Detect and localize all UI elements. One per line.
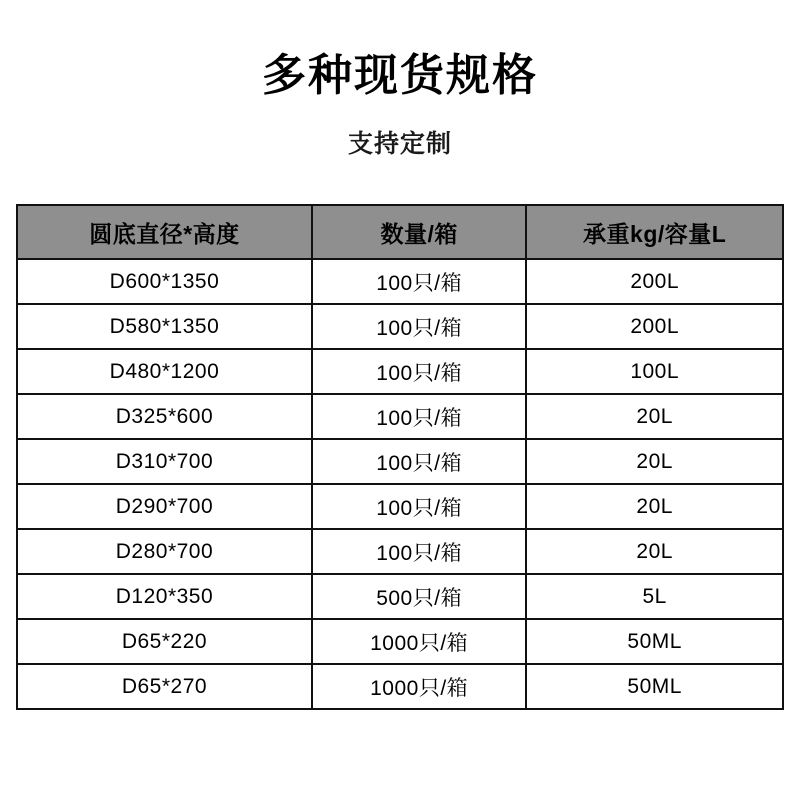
cell-diameter-height: D65*220 (17, 619, 312, 664)
cell-load-capacity: 5L (526, 574, 783, 619)
spec-table-head (17, 205, 783, 259)
table-row (17, 664, 783, 709)
spec-table-body (17, 259, 783, 709)
cell-load-capacity: 200L (526, 304, 783, 349)
column-header-load-capacity: 承重kg/容量L (526, 205, 783, 259)
cell-load-capacity: 50ML (526, 619, 783, 664)
cell-quantity-per-box: 1000只/箱 (312, 664, 526, 709)
cell-load-capacity: 50ML (526, 664, 783, 709)
page-title: 多种现货规格 (262, 51, 538, 100)
table-row (17, 259, 783, 304)
cell-quantity-per-box: 100只/箱 (312, 439, 526, 484)
table-row (17, 484, 783, 529)
cell-diameter-height: D120*350 (17, 574, 312, 619)
cell-quantity-per-box: 100只/箱 (312, 349, 526, 394)
spec-table (16, 204, 784, 710)
cell-diameter-height: D280*700 (17, 529, 312, 574)
column-header-diameter-height: 圆底直径*高度 (17, 205, 312, 259)
cell-diameter-height: D480*1200 (17, 349, 312, 394)
cell-diameter-height: D600*1350 (17, 259, 312, 304)
cell-quantity-per-box: 100只/箱 (312, 394, 526, 439)
cell-load-capacity: 20L (526, 529, 783, 574)
cell-load-capacity: 200L (526, 259, 783, 304)
cell-load-capacity: 20L (526, 394, 783, 439)
cell-diameter-height: D325*600 (17, 394, 312, 439)
cell-quantity-per-box: 500只/箱 (312, 574, 526, 619)
table-row (17, 574, 783, 619)
table-row (17, 304, 783, 349)
cell-quantity-per-box: 100只/箱 (312, 259, 526, 304)
cell-quantity-per-box: 100只/箱 (312, 484, 526, 529)
cell-load-capacity: 100L (526, 349, 783, 394)
cell-load-capacity: 20L (526, 484, 783, 529)
cell-load-capacity: 20L (526, 439, 783, 484)
cell-diameter-height: D290*700 (17, 484, 312, 529)
cell-diameter-height: D580*1350 (17, 304, 312, 349)
cell-quantity-per-box: 100只/箱 (312, 529, 526, 574)
table-row (17, 439, 783, 484)
table-row (17, 619, 783, 664)
page-subtitle: 支持定制 (347, 130, 452, 159)
table-header-row (17, 205, 783, 259)
cell-quantity-per-box: 1000只/箱 (312, 619, 526, 664)
table-row (17, 349, 783, 394)
table-row (17, 394, 783, 439)
cell-diameter-height: D65*270 (17, 664, 312, 709)
table-row (17, 529, 783, 574)
column-header-quantity-per-box: 数量/箱 (312, 205, 526, 259)
spec-table-container (16, 204, 784, 710)
cell-diameter-height: D310*700 (17, 439, 312, 484)
cell-quantity-per-box: 100只/箱 (312, 304, 526, 349)
